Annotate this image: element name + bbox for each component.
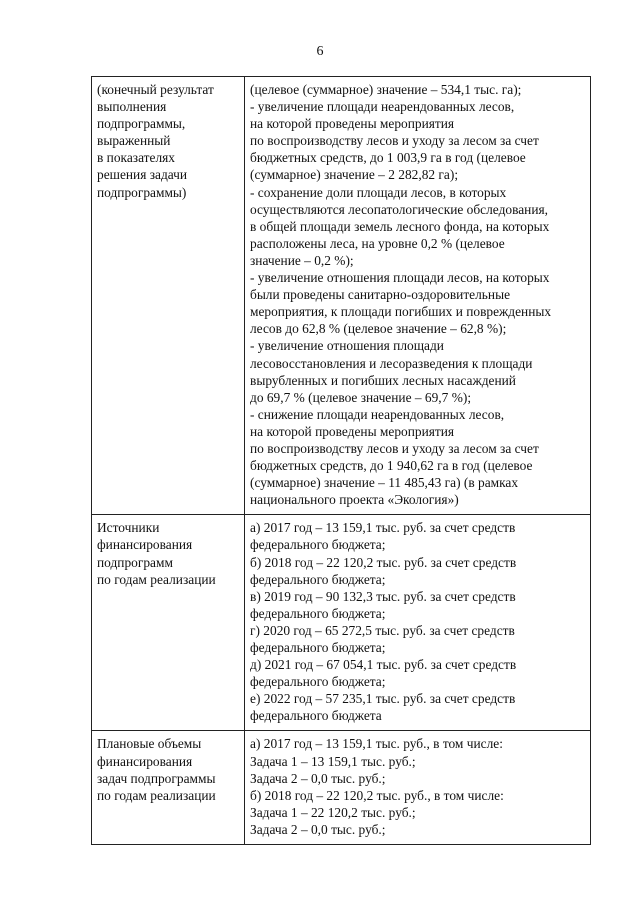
content-line: значение – 0,2 %); bbox=[250, 252, 354, 268]
content-line: Задача 2 – 0,0 тыс. руб.; bbox=[250, 821, 386, 837]
row-content bbox=[245, 77, 591, 515]
table-row-funding-sources bbox=[92, 515, 591, 731]
content-line: были проведены санитарно-оздоровительные bbox=[250, 287, 511, 303]
content-line: на которой проведены мероприятия bbox=[250, 116, 455, 132]
content-line: (целевое (суммарное) значение – 534,1 тыс. га); bbox=[250, 82, 522, 97]
content-line: - увеличение отношения площади bbox=[250, 338, 444, 354]
table-row-results bbox=[92, 77, 591, 515]
row-content bbox=[245, 515, 591, 731]
content-line: в) 2019 год – 90 132,3 тыс. руб. за счет средств bbox=[250, 588, 516, 604]
passport-table bbox=[91, 76, 591, 845]
content-line: б) 2018 год – 22 120,2 тыс. руб., в том числе: bbox=[250, 787, 504, 803]
content-line: е) 2022 год – 57 235,1 тыс. руб. за счет средств bbox=[250, 691, 516, 707]
content-line: федерального бюджета; bbox=[250, 537, 386, 553]
content-line: бюджетных средств, до 1 003,9 га в год (целевое bbox=[250, 150, 526, 166]
label-line: Плановые объемы bbox=[97, 736, 202, 752]
label-line: выполнения bbox=[97, 99, 167, 115]
content-line: а) 2017 год – 13 159,1 тыс. руб., в том числе: bbox=[250, 736, 503, 752]
label-line: финансирования bbox=[97, 753, 193, 769]
label-line: Источники bbox=[97, 520, 160, 536]
content-line: - увеличение площади неарендованных лесов, bbox=[250, 99, 515, 115]
content-line: мероприятия, к площади погибших и поврежденных bbox=[250, 304, 552, 320]
content-line: федерального бюджета; bbox=[250, 640, 386, 655]
content-line: - снижение площади неарендованных лесов, bbox=[250, 406, 505, 422]
content-line: б) 2018 год – 22 120,2 тыс. руб. за счет средств bbox=[250, 554, 517, 570]
row-label bbox=[92, 731, 245, 845]
content-line: федерального бюджета; bbox=[250, 571, 386, 587]
content-line: (суммарное) значение – 11 485,43 га) (в рамках bbox=[250, 475, 519, 491]
label-line: по годам реализации bbox=[97, 571, 216, 587]
content-line: - увеличение отношения площади лесов, на которых bbox=[250, 270, 550, 286]
content-line: по воспроизводству лесов и уходу за лесом за счет bbox=[250, 440, 539, 456]
content-line: федерального бюджета bbox=[250, 708, 382, 724]
content-line: федерального бюджета; bbox=[250, 674, 386, 690]
label-line: в показателях bbox=[97, 150, 175, 166]
row-label bbox=[92, 77, 245, 515]
content-line: лесов до 62,8 % (целевое значение – 62,8 %); bbox=[250, 321, 507, 337]
content-line: Задача 2 – 0,0 тыс. руб.; bbox=[250, 770, 386, 786]
content-line: - сохранение доли площади лесов, в которых bbox=[250, 184, 507, 200]
table-row-planned-volumes bbox=[92, 731, 591, 845]
content-line: Задача 1 – 22 120,2 тыс. руб.; bbox=[250, 804, 416, 820]
page-number: 6 bbox=[316, 44, 324, 59]
content-line: федерального бюджета; bbox=[250, 605, 386, 621]
content-line: д) 2021 год – 67 054,1 тыс. руб. за счет средств bbox=[250, 657, 517, 673]
content-line: до 69,7 % (целевое значение – 69,7 %); bbox=[250, 389, 472, 405]
content-line: а) 2017 год – 13 159,1 тыс. руб. за счет средств bbox=[250, 520, 516, 536]
content-line: по воспроизводству лесов и уходу за лесом за счет bbox=[250, 133, 539, 149]
content-line: г) 2020 год – 65 272,5 тыс. руб. за счет средств bbox=[250, 622, 515, 638]
content-line: на которой проведены мероприятия bbox=[250, 423, 455, 439]
content-line: национального проекта «Экология») bbox=[250, 492, 459, 508]
row-content bbox=[245, 731, 591, 845]
label-line: подпрограмм bbox=[97, 554, 173, 570]
label-line: выраженный bbox=[97, 133, 171, 149]
label-line: по годам реализации bbox=[97, 787, 216, 803]
content-line: вырубленных и погибших лесных насаждений bbox=[250, 372, 516, 388]
content-line: лесовосстановления и лесоразведения к площади bbox=[250, 355, 533, 371]
label-line: подпрограммы) bbox=[97, 184, 187, 200]
content-line: (суммарное) значение – 2 282,82 га); bbox=[250, 167, 459, 183]
content-line: осуществляются лесопатологические обследования, bbox=[250, 201, 549, 217]
content-line: в общей площади земель лесного фонда, на которых bbox=[250, 218, 550, 234]
label-line: задач подпрограммы bbox=[97, 770, 216, 786]
label-line: подпрограммы, bbox=[97, 116, 186, 132]
label-line: (конечный результат bbox=[97, 82, 214, 97]
content-line: бюджетных средств, до 1 940,62 га в год (целевое bbox=[250, 458, 533, 474]
content-line: Задача 1 – 13 159,1 тыс. руб.; bbox=[250, 753, 416, 769]
label-line: финансирования bbox=[97, 537, 193, 553]
row-label bbox=[92, 515, 245, 731]
label-line: решения задачи bbox=[97, 167, 188, 183]
content-line: расположены леса, на уровне 0,2 % (целевое bbox=[250, 235, 505, 251]
